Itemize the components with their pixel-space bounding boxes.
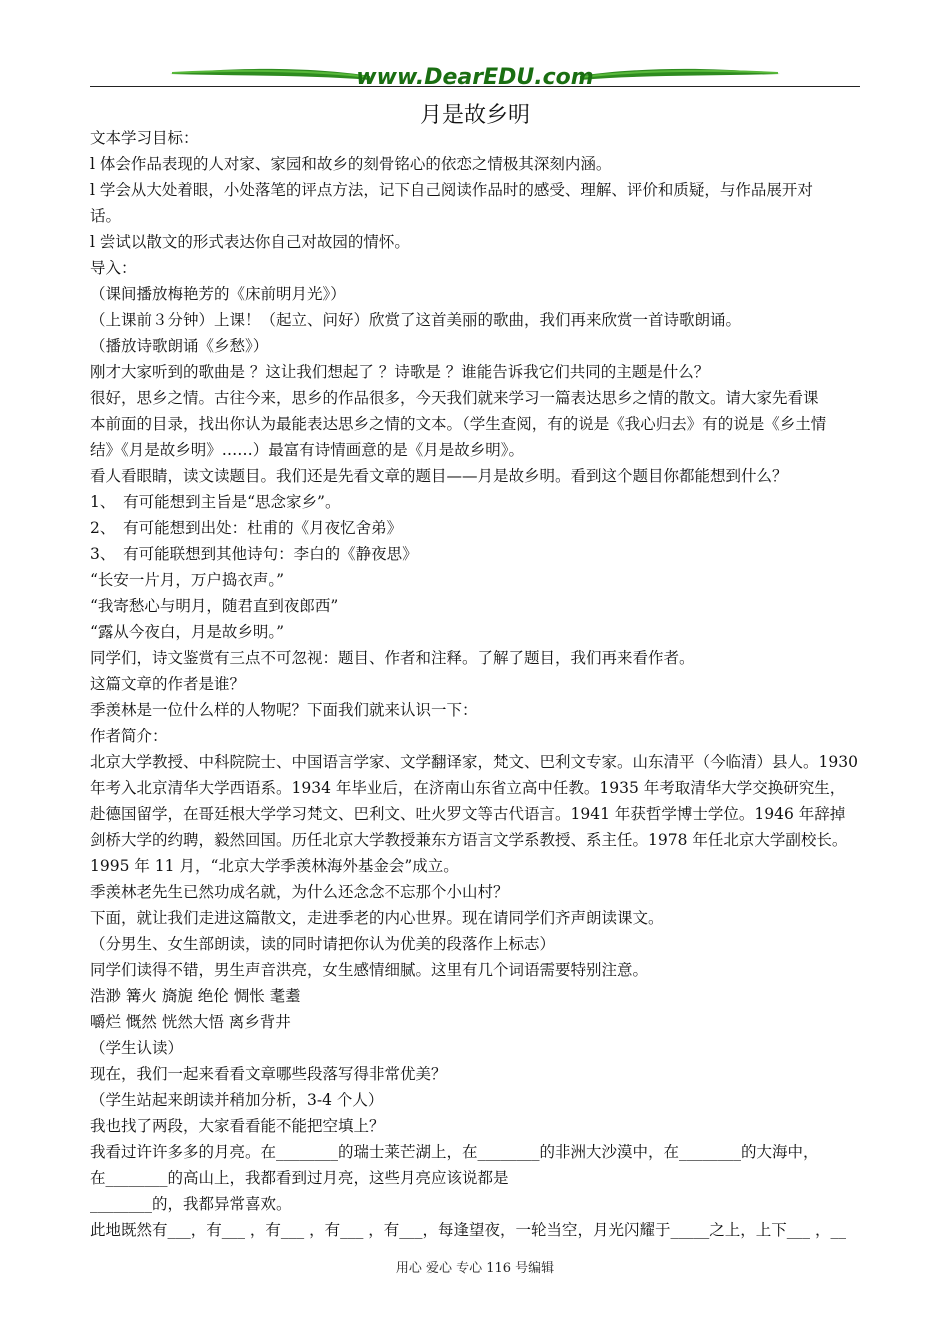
text-line: l 尝试以散文的形式表达你自己对故园的情怀。 xyxy=(90,233,410,251)
text-line: 结》《月是故乡明》……）最富有诗情画意的是《月是故乡明》。 xyxy=(90,441,525,459)
text-line: “露从今夜白，月是故乡明。” xyxy=(90,623,285,641)
text-line: 剑桥大学的约聘，毅然回国。历任北京大学教授兼东方语言文学系教授、系主任。1978 年任北京大学副校长。 xyxy=(90,831,848,849)
text-line: 很好，思乡之情。古往今来，思乡的作品很多，今天我们就来学习一篇表达思乡之情的散文。请大家先看课 xyxy=(90,389,819,407)
header-rule xyxy=(90,86,860,87)
text-line: 1、 有可能想到主旨是“思念家乡”。 xyxy=(90,493,341,511)
text-line: 北京大学教授、中科院院士、中国语言学家、文学翻译家，梵文、巴利文专家。山东清平（今临清）县人。1930 xyxy=(90,753,858,771)
site-logo-text: www.DearEDU.com xyxy=(356,65,594,90)
text-line: “我寄愁心与明月，随君直到夜郎西” xyxy=(90,597,339,615)
text-line: 我也找了两段，大家看看能不能把空填上？ xyxy=(90,1117,385,1135)
text-line: 季羡林是一位什么样的人物呢？下面我们就来认识一下： xyxy=(90,701,478,719)
text-line: 同学们，诗文鉴赏有三点不可忽视：题目、作者和注释。了解了题目，我们再来看作者。 xyxy=(90,649,695,667)
page-footer: 用心 爱心 专心 116 号编辑 xyxy=(395,1261,555,1276)
text-line: 在________的高山上，我都看到过月亮，这些月亮应该说都是 xyxy=(90,1169,509,1187)
text-line: 嚼烂 慨然 恍然大悟 离乡背井 xyxy=(90,1013,291,1031)
text-line: （课间播放梅艳芳的《床前明月光》） xyxy=(90,285,346,303)
text-line: 年考入北京清华大学西语系。1934 年毕业后，在济南山东省立高中任教。1935 年考取清华大学交换研究生， xyxy=(90,779,846,797)
text-line: 下面，就让我们走进这篇散文，走进季老的内心世界。现在请同学们齐声朗读课文。 xyxy=(90,909,664,927)
text-line: 此地既然有___，有___ ，有___ ，有___ ，有___，每逢望夜，一轮当空，月光闪耀于_____之上，上下___ ，__ xyxy=(90,1221,846,1239)
text-line: 刚才大家听到的歌曲是 ？这让我们想起了 ？诗歌是 ？谁能告诉我它们共同的主题是什么？ xyxy=(90,363,710,381)
text-line: ________的，我都异常喜欢。 xyxy=(90,1195,292,1213)
text-line: 同学们读得不错，男生声音洪亮，女生感情细腻。这里有几个词语需要特别注意。 xyxy=(90,961,649,979)
text-line: 导入： xyxy=(90,259,137,277)
text-line: （学生站起来朗读并稍加分析，3-4 个人） xyxy=(90,1091,384,1109)
text-line: “长安一片月，万户捣衣声。” xyxy=(90,571,285,589)
text-line: 文本学习目标： xyxy=(90,129,199,147)
text-line: 3、 有可能联想到其他诗句：李白的《静夜思》 xyxy=(90,545,418,563)
text-line: l 体会作品表现的人对家、家园和故乡的刻骨铭心的依恋之情极其深刻内涵。 xyxy=(90,155,612,173)
text-line: 现在，我们一起来看看文章哪些段落写得非常优美？ xyxy=(90,1065,447,1083)
text-line: l 学会从大处着眼，小处落笔的评点方法，记下自己阅读作品时的感受、理解、评价和质疑，与作品展开对 xyxy=(90,181,813,199)
page-title: 月是故乡明 xyxy=(419,103,530,128)
text-line: （上课前３分钟）上课！（起立、问好）欣赏了这首美丽的歌曲，我们再来欣赏一首诗歌朗诵。 xyxy=(90,311,742,329)
text-line: 这篇文章的作者是谁？ xyxy=(90,675,246,693)
text-line: 1995 年 11 月，“北京大学季羡林海外基金会”成立。 xyxy=(90,857,459,875)
document-body xyxy=(90,125,870,1243)
text-line: 话。 xyxy=(90,207,122,225)
text-line: 浩渺 篝火 旖旎 绝伦 惆怅 耄耋 xyxy=(90,987,301,1005)
text-line: 看人看眼睛，读文读题目。我们还是先看文章的题目——月是故乡明。看到这个题目你都能想到什么？ xyxy=(90,467,788,485)
text-line: 2、 有可能想到出处：杜甫的《月夜忆舍弟》 xyxy=(90,519,403,537)
text-line: （分男生、女生部朗读，读的同时请把你认为优美的段落作上标志） xyxy=(90,935,556,953)
text-line: 我看过许许多多的月亮。在________的瑞士莱芒湖上，在________的非洲大沙漠中，在________的大海中， xyxy=(90,1143,819,1161)
text-line: 作者简介： xyxy=(90,727,168,745)
text-line: 本前面的目录，找出你认为最能表达思乡之情的文本。（学生查阅，有的说是《我心归去》有的说是《乡土情 xyxy=(90,415,827,433)
site-logo-banner xyxy=(170,60,780,94)
text-line: 赴德国留学，在哥廷根大学学习梵文、巴利文、吐火罗文等古代语言。1941 年获哲学博士学位。1946 年辞掉 xyxy=(90,805,846,823)
text-line: （学生认读） xyxy=(90,1039,184,1057)
text-line: （播放诗歌朗诵《乡愁》） xyxy=(90,337,269,355)
text-line: 季羡林老先生已然功成名就，为什么还念念不忘那个小山村？ xyxy=(90,883,509,901)
